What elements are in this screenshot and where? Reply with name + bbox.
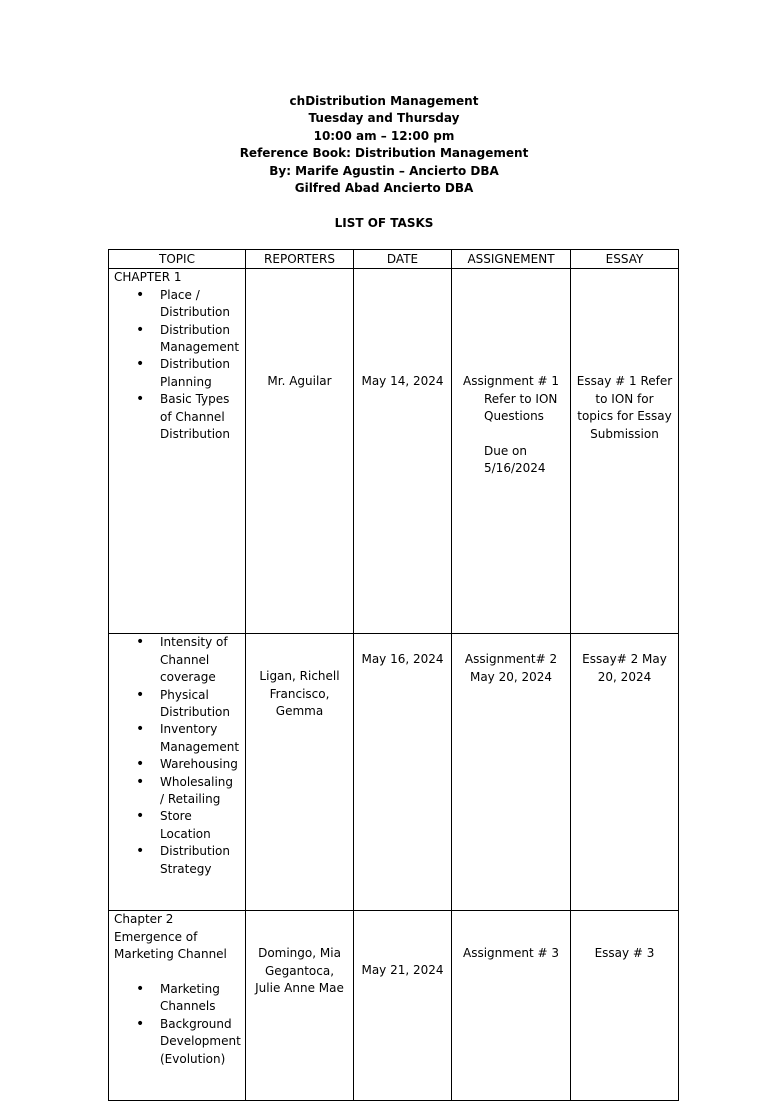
list-item: • Distribution Management [160,322,240,357]
schedule-time: 10:00 am – 12:00 pm [313,128,455,143]
list-item: • Basic Types of Channel Distribution [160,391,240,443]
topic-heading: Chapter 2 Emergence of Marketing Channel [114,912,227,962]
reference-book: Reference Book: Distribution Management [239,146,529,161]
reporters-cell: Mr. Aguilar [246,269,354,634]
header-essay: ESSAY [571,250,679,269]
topic-cell [109,634,246,911]
date-cell: May 16, 2024 [354,634,452,911]
author-line-2: Gilfred Abad Ancierto DBA [294,180,474,195]
assignment-due: Due on 5/16/2024 [484,444,546,476]
reporters-cell: Domingo, Mia Gegantoca, Julie Anne Mae [246,911,354,1101]
list-item: • Place / Distribution [160,287,240,322]
header-reporters: REPORTERS [246,250,354,269]
topic-list [114,287,240,444]
date-cell: May 21, 2024 [354,911,452,1101]
essay-cell: Essay # 3 [571,911,679,1101]
table-row [109,634,679,911]
list-item: • Physical Distribution [160,687,240,722]
topic-list [114,981,240,1068]
assignment-cell: Assignment # 3 [452,911,571,1101]
header-topic: TOPIC [109,250,246,269]
assignment-title: Assignment # 1 [463,374,559,389]
table-row [109,911,679,1101]
essay-cell: Essay# 2 May 20, 2024 [571,634,679,911]
topic-cell [109,911,246,1101]
list-item: • Inventory Management [160,721,240,756]
topic-cell [109,269,246,634]
document-header [0,93,768,197]
list-item: • Wholesaling / Retailing [160,774,240,809]
schedule-days: Tuesday and Thursday [308,111,460,126]
date-cell: May 14, 2024 [354,269,452,634]
assignment-cell [452,269,571,634]
assignment-cell: Assignment# 2 May 20, 2024 [452,634,571,911]
list-item: • Distribution Planning [160,356,240,391]
list-item: • Intensity of Channel coverage [160,634,240,686]
list-title: LIST OF TASKS [334,216,434,230]
list-item: • Store Location [160,808,240,843]
author-line-1: By: Marife Agustin – Ancierto DBA [269,163,499,178]
topic-list [114,634,240,878]
reporters-cell: Ligan, Richell Francisco, Gemma [246,634,354,911]
list-item: • Warehousing [160,756,240,773]
tasks-table [108,249,679,1101]
table-header-row [109,250,679,269]
assignment-detail: Refer to ION Questions [484,391,558,424]
essay-cell: Essay # 1 Refer to ION for topics for Essay Submission [571,269,679,634]
list-item: • Background Development (Evolution) [160,1016,240,1068]
list-item: • Distribution Strategy [160,843,240,878]
header-date: DATE [354,250,452,269]
course-title: chDistribution Management [289,94,479,108]
table-row [109,269,679,634]
list-item: • Marketing Channels [160,981,240,1016]
header-assignment: ASSIGNEMENT [452,250,571,269]
topic-heading: CHAPTER 1 [114,270,182,285]
